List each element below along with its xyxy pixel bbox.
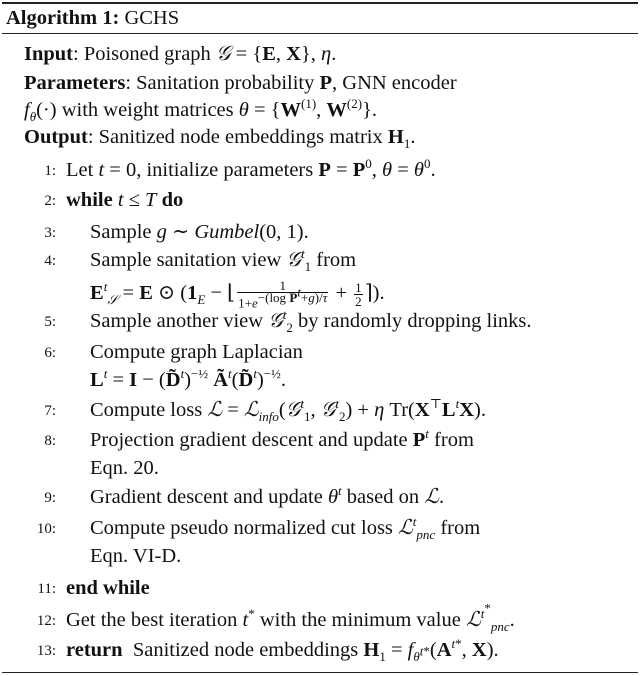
algorithm-step: Sample another view 𝒢$^t_2$ by randomly dropping links. xyxy=(90,307,532,336)
algorithm-label: Algorithm 1: xyxy=(6,7,120,29)
algorithm-step: Compute graph Laplacian xyxy=(90,341,303,363)
algorithm-name: GCHS xyxy=(124,7,180,29)
algorithm-step: Sample sanitation view 𝒢$^t_1$ from xyxy=(90,246,357,275)
algorithm-step: Gradient descent and update $\theta^t$ based on ℒ. xyxy=(90,483,445,508)
title-rule xyxy=(2,33,638,34)
algorithm-step: $E^t_𝒮 = E$ ⊙ ($1_E$ − ⌊ $\frac{1}{1+e^{-(log P^t+g)/\tau}}$ + $\frac{1}{2}$ ⌉). xyxy=(90,278,385,311)
line-number: 1: xyxy=(44,163,56,179)
line-number: 5: xyxy=(44,314,56,330)
algorithm-step: return Sanitized node embeddings $H_1 = f_{\theta^{t*}}(A^{t*}$, X). xyxy=(66,636,499,665)
top-rule xyxy=(2,2,638,4)
algorithm-step: Get the best iteration t* with the minimum value ℒ$^{t^*}_{pnc}$. xyxy=(66,600,515,635)
algorithm-title xyxy=(6,5,179,31)
parameters-line-cont: $f_\theta(\cdot)$ with weight matrices $\theta = \{W^{(1)}$, $W^{(2)}$}. xyxy=(24,96,378,125)
line-number: 13: xyxy=(36,643,56,659)
input-line: Input: Poisoned graph 𝒢 = {E, X}, η. xyxy=(24,43,337,65)
line-number: 7: xyxy=(44,403,56,419)
line-number: 10: xyxy=(36,521,56,537)
line-number: 12: xyxy=(36,613,56,629)
algorithm-step: Sample g ∼ Gumbel(0, 1). xyxy=(90,221,309,243)
line-number: 2: xyxy=(44,193,56,209)
algorithm-step: Let t = 0, initialize parameters $P = P^0$, $\theta = \theta^0$. xyxy=(66,156,436,181)
line-number: 9: xyxy=(44,490,56,506)
algorithm-step: while t ≤ T do xyxy=(66,189,184,211)
line-number: 4: xyxy=(44,253,56,269)
algorithm-step: $L^t = I$ − (D̃$^t$)$^{-\frac{1}{2}}$ $Ã^t(D̃^t)^{-\frac{1}{2}}$. xyxy=(90,366,286,391)
parameters-line: Parameters: Sanitation probability P, GNN encoder xyxy=(24,72,457,94)
output-line: Output: Sanitized node embeddings matrix $H_1$. xyxy=(24,126,416,152)
algorithm-step: Eqn. 20. xyxy=(90,457,159,479)
algorithm-step: Compute pseudo normalized cut loss ℒ$^t_{pnc}$ from xyxy=(90,514,481,543)
algorithm-step: end while xyxy=(66,577,150,599)
algorithm-step: Compute loss ℒ = ℒ$_{info}$(𝒢$^t_1$, 𝒢$^t_2$) + η $Tr(X^⊤L^tX)$. xyxy=(90,396,486,425)
bottom-rule xyxy=(2,672,638,673)
line-number: 8: xyxy=(44,433,56,449)
algorithm-step: Projection gradient descent and update $P^t$ from xyxy=(90,426,474,451)
line-number: 3: xyxy=(44,225,56,241)
line-number: 11: xyxy=(37,581,56,597)
line-number: 6: xyxy=(44,345,56,361)
algorithm-step: Eqn. VI-D. xyxy=(90,545,182,567)
